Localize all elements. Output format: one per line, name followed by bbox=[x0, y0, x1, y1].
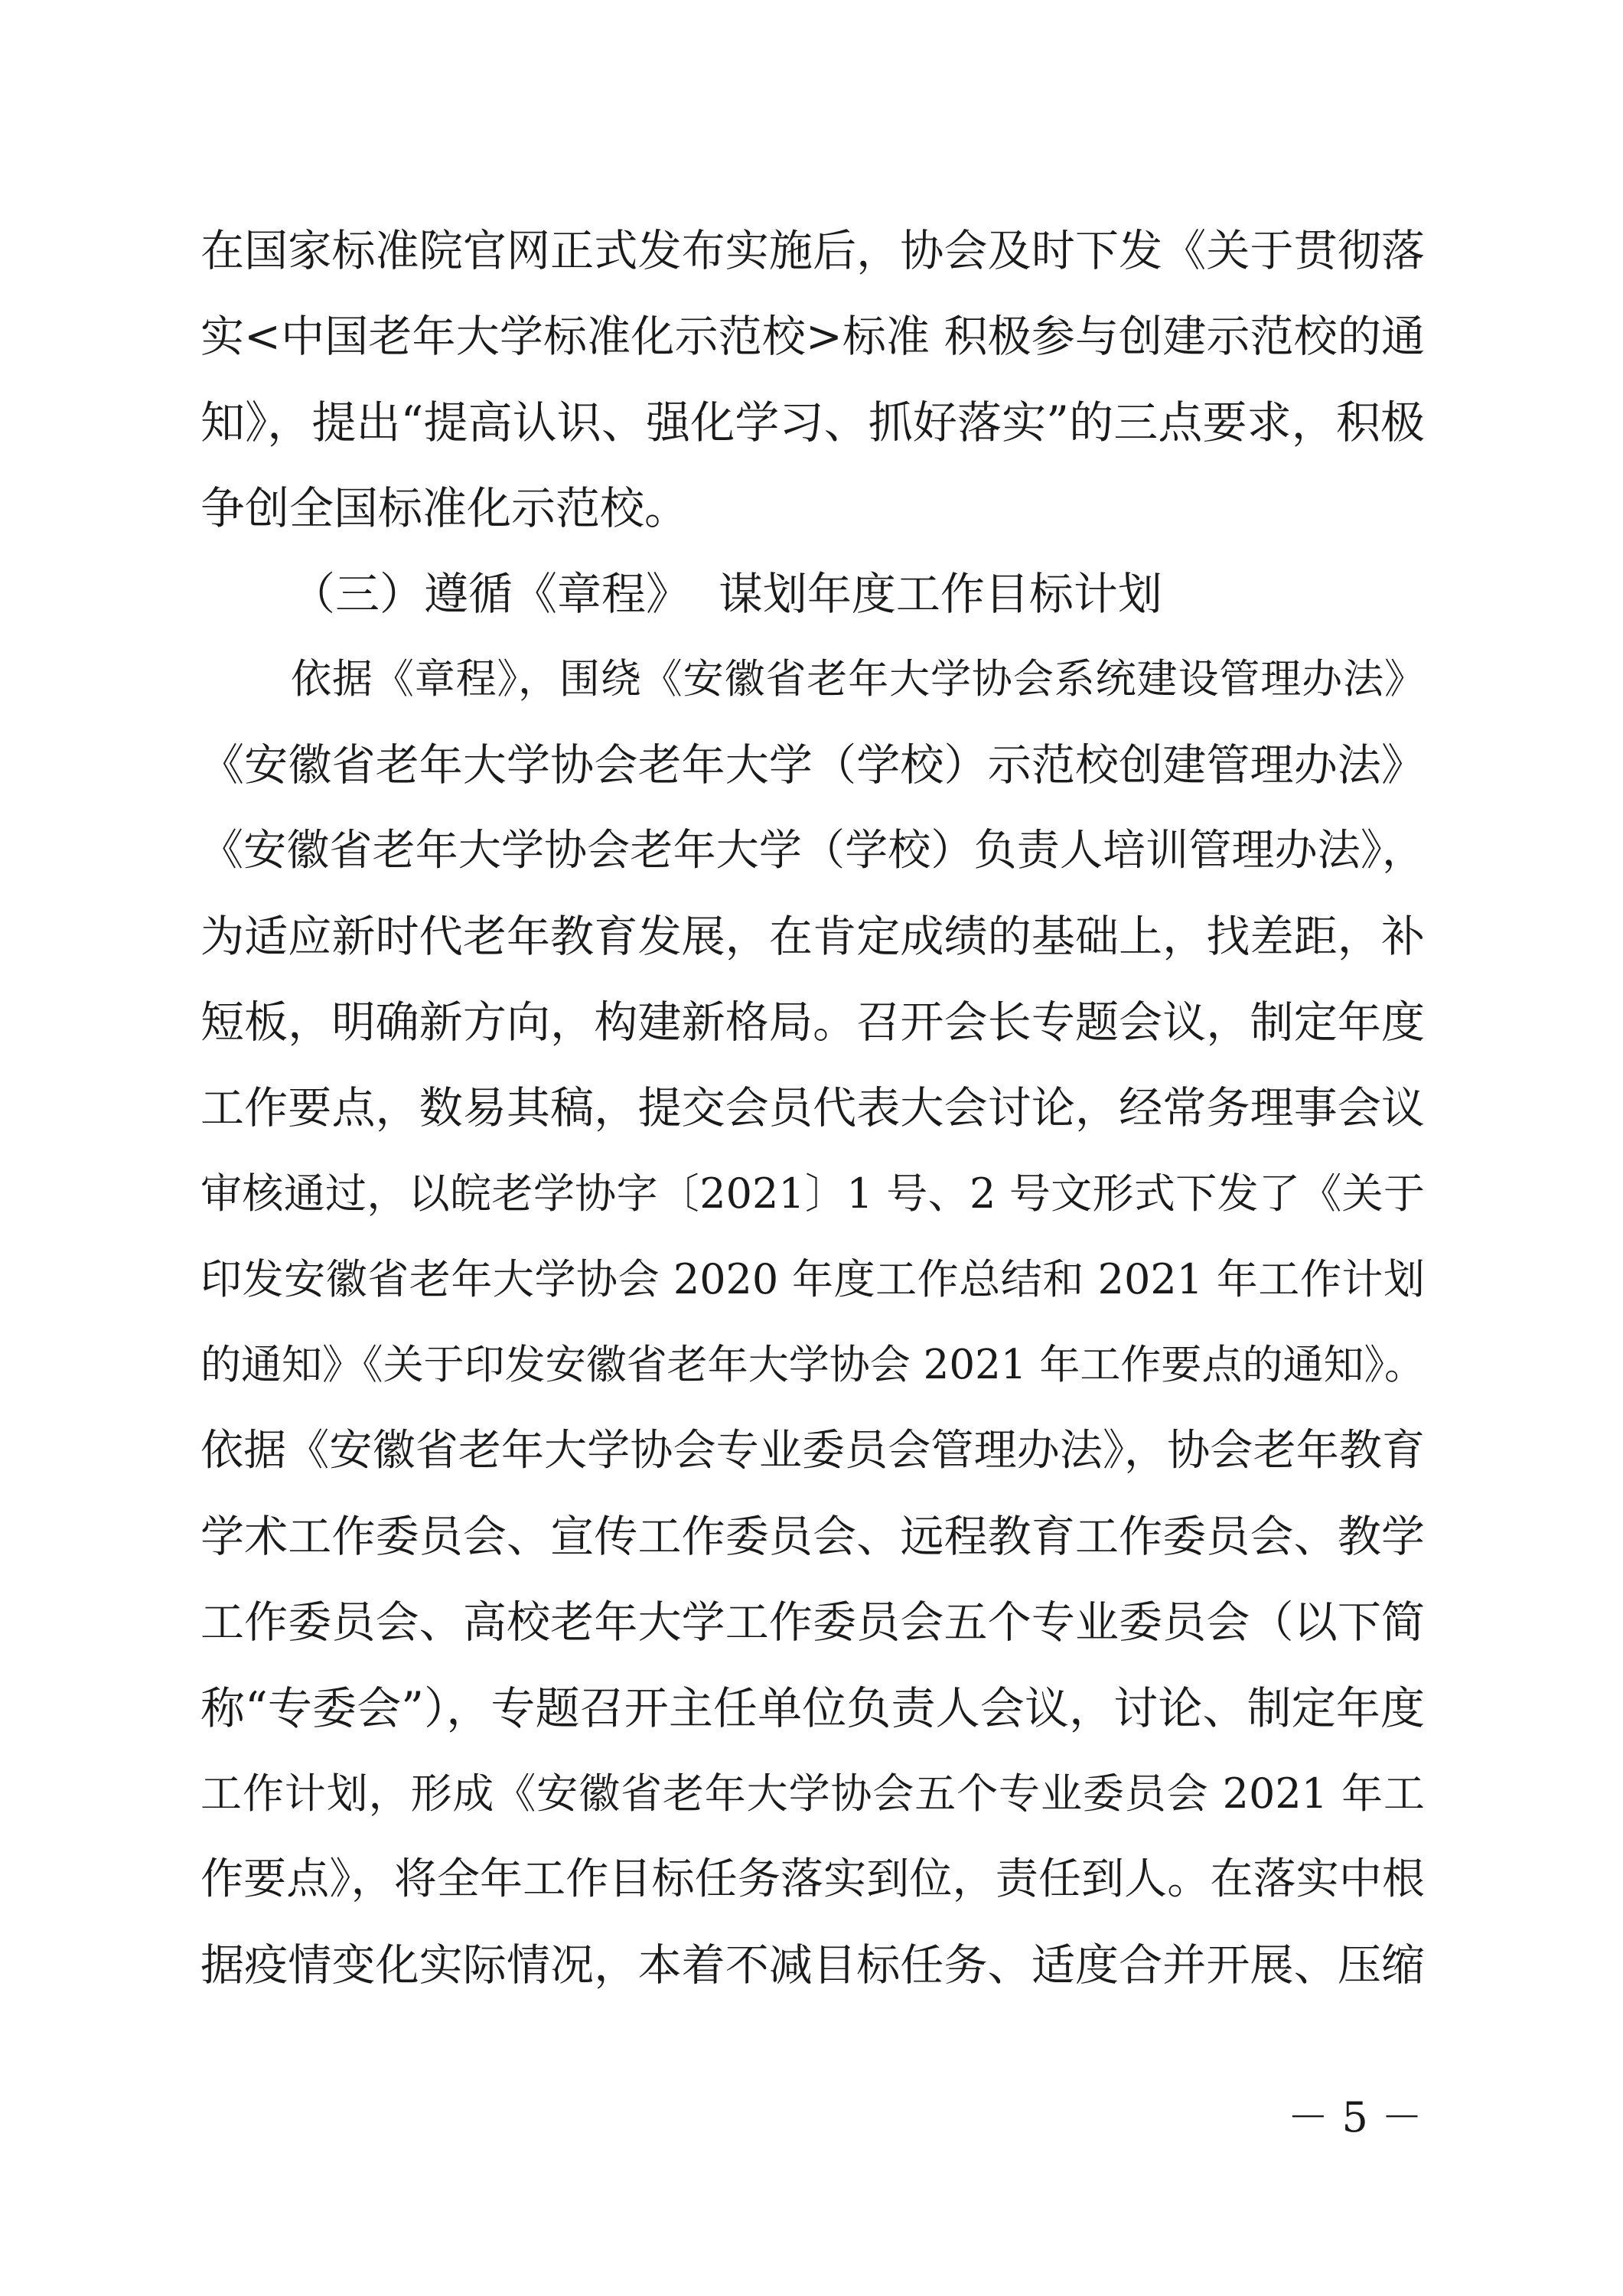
body-text-line: 知》，提出“提高认识、强化学习、抓好落实”的三点要求，积极 bbox=[200, 396, 1425, 448]
body-text-line: 《安徽省老年大学协会老年大学（学校）负责人培训管理办法》， bbox=[200, 826, 1425, 876]
body-text-line: 审核通过，以皖老学协字〔2021〕1 号、2 号文形式下发了《关于 bbox=[200, 1169, 1425, 1218]
body-text-line: 《安徽省老年大学协会老年大学（学校）示范校创建管理办法》 bbox=[200, 740, 1425, 791]
body-text-line: 工作委员会、高校老年大学工作委员会五个专业委员会（以下简 bbox=[200, 1597, 1425, 1648]
body-text-line: 据疫情变化实际情况，本着不减目标任务、适度合并开展、压缩 bbox=[200, 1940, 1425, 1991]
body-text-line: 工作计划，形成《安徽省老年大学协会五个专业委员会 2021 年工 bbox=[200, 1769, 1425, 1818]
body-text-line: 争创全国标准化示范校。 bbox=[200, 482, 689, 534]
body-text-line: 称“专委会”），专题召开主任单位负责人会议，讨论、制定年度 bbox=[200, 1682, 1425, 1734]
body-text-line: 作要点》，将全年工作目标任务落实到位，责任到人。在落实中根 bbox=[200, 1854, 1425, 1904]
body-text-line: 实<中国老年大学标准化示范校>标准 积极参与创建示范校的通 bbox=[200, 311, 1425, 362]
body-text-line: 印发安徽省老年大学协会 2020 年度工作总结和 2021 年工作计划 bbox=[200, 1255, 1425, 1303]
body-text-line: 为适应新时代老年教育发展，在肯定成绩的基础上，找差距，补 bbox=[200, 912, 1425, 962]
body-text-line: 工作要点，数易其稿，提交会员代表大会讨论，经常务理事会议 bbox=[200, 1083, 1425, 1133]
page-number: － 5 － bbox=[1287, 2093, 1423, 2141]
body-text-line: 在国家标准院官网正式发布实施后，协会及时下发《关于贯彻落 bbox=[200, 226, 1425, 276]
body-text-line: 学术工作委员会、宣传工作委员会、远程教育工作委员会、教学 bbox=[200, 1512, 1425, 1562]
body-text-line: 的通知》《关于印发安徽省老年大学协会 2021 年工作要点的通知》。 bbox=[200, 1342, 1425, 1388]
body-text-line: 短板，明确新方向，构建新格局。召开会长专题会议，制定年度 bbox=[200, 997, 1425, 1048]
body-text-line: 依据《章程》，围绕《安徽省老年大学协会系统建设管理办法》 bbox=[291, 656, 1425, 703]
body-text-line: 依据《安徽省老年大学协会专业委员会管理办法》，协会老年教育 bbox=[200, 1426, 1425, 1476]
section-heading: （三）遵循《章程》 谋划年度工作目标计划 bbox=[291, 568, 1162, 620]
